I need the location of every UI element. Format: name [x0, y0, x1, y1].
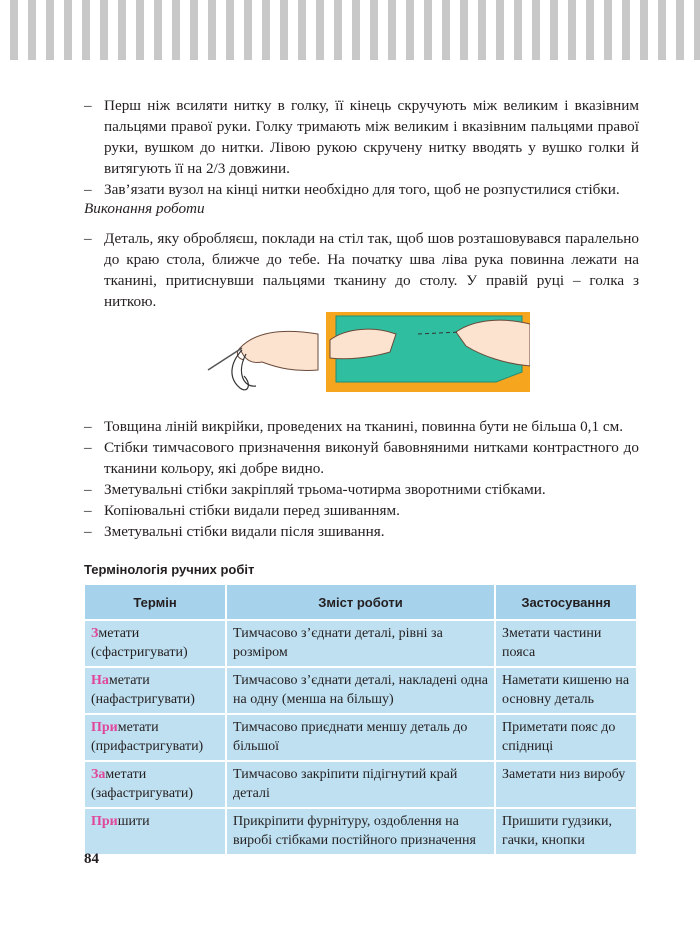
section-heading: Виконання роботи: [84, 200, 205, 217]
table-header-row: [84, 584, 637, 620]
term-rest: шити: [117, 814, 150, 829]
term-alt: (нафастригувати): [91, 692, 195, 707]
usage-cell: Пришити гудзики, гачки, кнопки: [495, 808, 637, 855]
list-item: – Зметувальні стібки закріпляй трьома-чотирма зворотними стібками.: [84, 481, 546, 498]
dash-marker: –: [84, 230, 92, 247]
term-rest: метати: [117, 720, 159, 735]
usage-cell: Заметати низ виробу: [495, 761, 637, 808]
term-prefix: З: [91, 626, 99, 641]
term-rest: метати: [98, 626, 140, 641]
work-list: [84, 228, 639, 312]
header-term: Термін: [84, 584, 226, 620]
dash-marker: –: [84, 181, 92, 198]
table-row: [84, 667, 637, 714]
table-row: [84, 761, 637, 808]
content-cell: Тимчасово закріпити підігнутий край деталі: [226, 761, 495, 808]
usage-cell: Приметати пояс до спідниці: [495, 714, 637, 761]
intro-list: [84, 95, 639, 200]
term-prefix: При: [91, 720, 118, 735]
term-rest: метати: [105, 767, 147, 782]
dash-marker: –: [84, 439, 92, 456]
term-alt: (сфастригувати): [91, 645, 188, 660]
term-rest: метати: [108, 673, 150, 688]
term-cell: [84, 808, 226, 855]
usage-cell: Наметати кишеню на основну деталь: [495, 667, 637, 714]
rules-list: [84, 416, 639, 542]
header-usage: Застосування: [495, 584, 637, 620]
table-row: [84, 808, 637, 855]
usage-cell: Зметати частини пояса: [495, 620, 637, 667]
content-cell: Тимчасово приєднати меншу деталь до більшої: [226, 714, 495, 761]
list-item: – Зав’язати вузол на кінці нитки необхідно для того, щоб не розпустилися стібки.: [84, 181, 620, 198]
header-content: Зміст роботи: [226, 584, 495, 620]
hand-threading-needle-illustration: [200, 318, 320, 398]
content-cell: Тимчасово з’єднати деталі, рівні за розміром: [226, 620, 495, 667]
list-item: – Товщина ліній викрійки, проведених на тканині, повинна бути не більша 0,1 см.: [84, 418, 624, 435]
hands-on-fabric-illustration: [326, 312, 530, 392]
term-alt: (зафастригувати): [91, 786, 193, 801]
page-number: 84: [84, 851, 99, 867]
table-row: [84, 620, 637, 667]
list-item: – Копіювальні стібки видали перед зшиванням.: [84, 502, 400, 519]
term-cell: [84, 620, 226, 667]
list-item: – Перш ніж всиляти нитку в голку, її кінець скручують між великим і вказівним пальцями правої руки. Голку тримають між великим і вказівним пальцями правої руки, вушком до нитки. Лівою рукою скручену нитку вводять у вушко голки й витягують її на 2/3 довжини.: [84, 97, 639, 177]
list-item: – Зметувальні стібки видали після зшивання.: [84, 523, 385, 540]
header-stripes: [0, 0, 700, 60]
terminology-table: [84, 584, 637, 855]
table-title: Термінологія ручних робіт: [84, 562, 255, 577]
list-item: – Стібки тимчасового призначення виконуй бавовняними нитками контрастного до тканини кольору, які добре видно.: [84, 439, 639, 477]
dash-marker: –: [84, 481, 92, 498]
content-cell: Тимчасово з’єднати деталі, накладені одна на одну (менша на більшу): [226, 667, 495, 714]
content-cell: Прикріпити фурнітуру, оздоблення на виробі стібками постійного призначення: [226, 808, 495, 855]
term-prefix: За: [91, 767, 106, 782]
list-item: – Деталь, яку обробляєш, поклади на стіл так, щоб шов розташовувався паралельно до краю стола, ближче до тебе. На початку шва ліва рука повинна лежати на тканині, притиснувши пальцями тканину до столу. У правій руці – голка з ниткою.: [84, 230, 639, 310]
dash-marker: –: [84, 523, 92, 540]
dash-marker: –: [84, 97, 92, 114]
term-cell: [84, 667, 226, 714]
dash-marker: –: [84, 418, 92, 435]
term-prefix: При: [91, 814, 118, 829]
term-cell: [84, 761, 226, 808]
term-cell: [84, 714, 226, 761]
table-row: [84, 714, 637, 761]
term-prefix: На: [91, 673, 109, 688]
term-alt: (прифастригувати): [91, 739, 204, 754]
dash-marker: –: [84, 502, 92, 519]
